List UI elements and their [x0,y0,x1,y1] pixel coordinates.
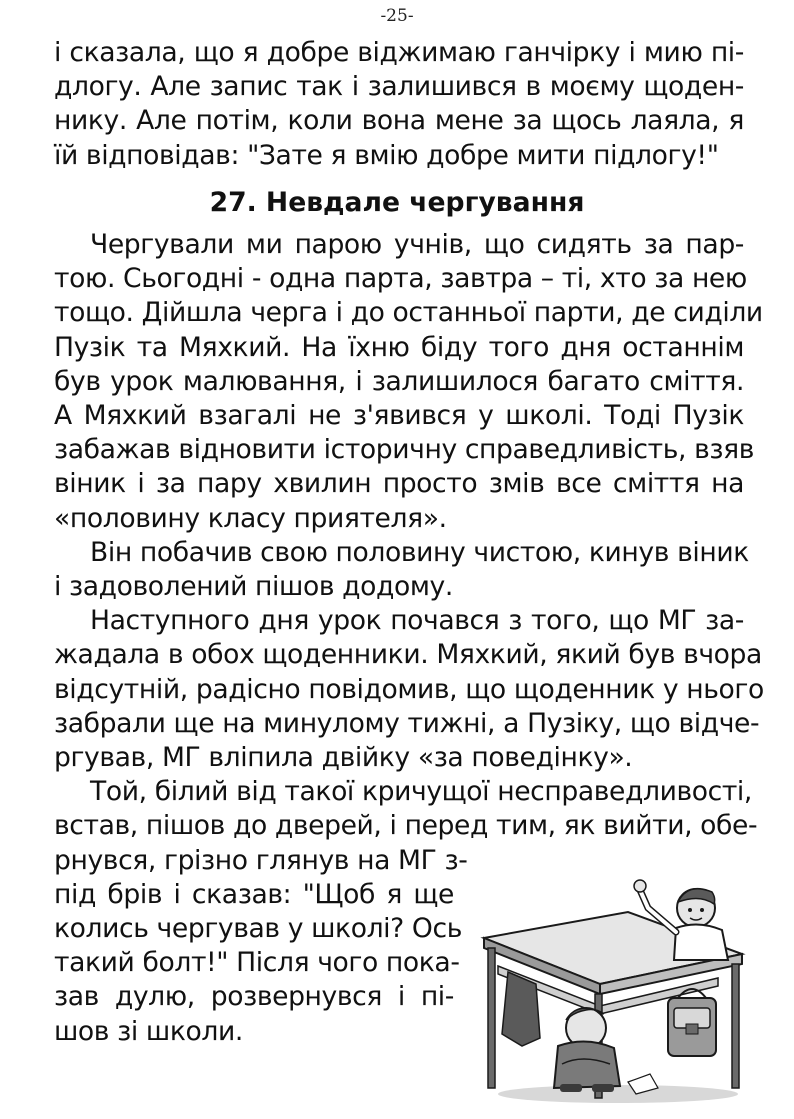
text-line: Той, білий від такої кричущої несправедливості, [90,776,752,808]
wrapped-text [54,844,468,1049]
text-line: Чергували ми парою учнів, що сидять за пар- [90,229,744,260]
text-line: шов зі школи. [54,1015,243,1047]
text-line: рнувся, грізно глянув на МГ з- [54,844,468,876]
text-line: Він побачив свою половину чистою, кинув віник [90,536,749,568]
text-line: зав дулю, розвернувся і пі- [54,981,454,1013]
text-line: колись чергував у школі? Ось [54,913,462,945]
text-line: і задоволений пішов додому. [54,571,453,603]
text-line: їй відповідав: "Зате я вмію добре мити підлогу!" [54,139,719,171]
text-line: був урок малювання, і залишилося багато сміття. [54,365,744,397]
chapter-title: 27. Невдале чергування [209,187,585,218]
text-line: нику. Але потім, коли вона мене за щось лаяла, я [54,105,744,137]
boys-under-desk-illustration [478,868,746,1108]
intro-text [54,36,744,173]
text-line: забажав відновити історичну справедливість, взяв [54,434,754,466]
text-line: тою. Сьогодні - одна парта, завтра – ті, хто за нею [54,263,747,295]
text-line: віник і за пару хвилин просто змів все сміття на [54,468,744,500]
page-number: -25- [380,6,414,26]
text-line: «половину класу приятеля». [54,502,447,534]
text-line: і сказала, що я добре віджимаю ганчірку і мию пі- [54,37,744,68]
text-line: Наступного дня урок почався з того, що МГ за- [90,605,744,637]
text-line: ргував, МГ вліпила двійку «за поведінку». [54,742,633,774]
text-line: Пузік та Мяхкий. На їхню біду того дня останнім [54,331,744,363]
text-line: А Мяхкий взагалі не з'явився у школі. Тоді Пузік [54,400,744,432]
text-line: забрали ще на минулому тижні, а Пузіку, що відче- [54,707,760,739]
text-line: під брів і сказав: "Щоб я ще [54,878,454,910]
text-line: встав, пішов до дверей, і перед тим, як вийти, обе- [54,810,758,842]
text-line: такий болт!" Після чого пока- [54,947,460,979]
text-line: длогу. Але запис так і залишився в моєму щоден- [54,71,744,103]
text-line: відсутній, радісно повідомив, що щоденник у нього [54,673,764,705]
text-line: жадала в обох щоденники. Мяхкий, який був вчора [54,639,762,671]
text-line: тощо. Дійшла черга і до останньої парти, де сиділи [54,297,763,329]
